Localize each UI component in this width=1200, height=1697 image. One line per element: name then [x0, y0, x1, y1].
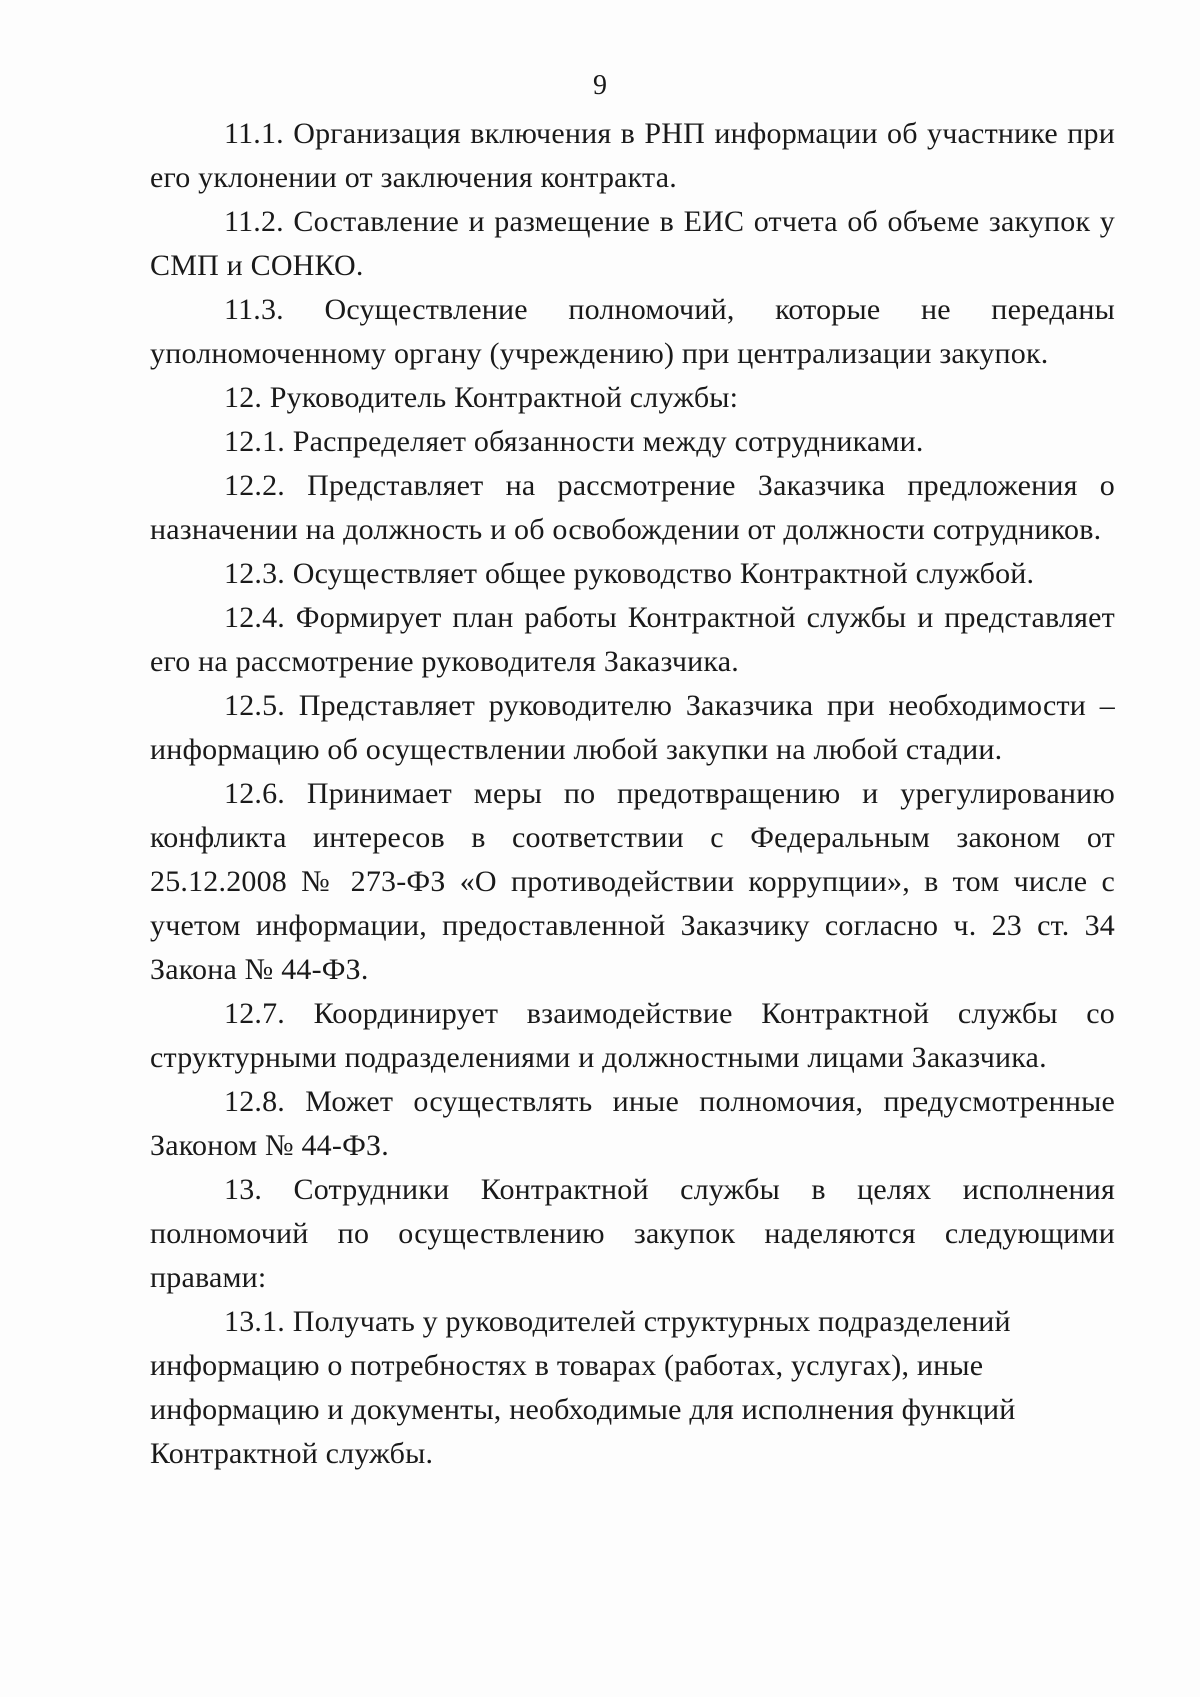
paragraph-12-3: 12.3. Осуществляет общее руководство Контрактной службой.: [224, 557, 1035, 590]
paragraph-12-2: 12.2. Представляет на рассмотрение Заказчика предложения о назначении на должность и об освобождении от должности сотрудников.: [150, 469, 1115, 546]
paragraph-13-1: 13.1. Получать у руководителей структурных подразделений информацию о потребностях в товарах (работах, услугах), иные информацию и документы, необходимые для исполнения функций Контрактной службы.: [150, 1305, 1016, 1470]
paragraph-12-8: 12.8. Может осуществлять иные полномочия, предусмотренные Законом № 44-ФЗ.: [150, 1085, 1115, 1162]
paragraph-11-1: 11.1. Организация включения в РНП информации об участнике при его уклонении от заключения контракта.: [150, 117, 1115, 194]
paragraph-13: 13. Сотрудники Контрактной службы в целях исполнения полномочий по осуществлению закупок наделяются следующими правами:: [150, 1173, 1115, 1294]
page-number: 9: [593, 70, 607, 101]
paragraph-12-5: 12.5. Представляет руководителю Заказчика при необходимости – информацию об осуществлении любой закупки на любой стадии.: [150, 689, 1115, 766]
paragraph-11-3: 11.3. Осуществление полномочий, которые не переданы уполномоченному органу (учреждению) при централизации закупок.: [150, 293, 1115, 370]
paragraph-12-7: 12.7. Координирует взаимодействие Контрактной службы со структурными подразделениями и должностными лицами Заказчика.: [150, 997, 1115, 1074]
paragraph-12-4: 12.4. Формирует план работы Контрактной службы и представляет его на рассмотрение руководителя Заказчика.: [150, 601, 1115, 678]
document-body: [150, 112, 1115, 1476]
paragraph-12-1: 12.1. Распределяет обязанности между сотрудниками.: [224, 425, 924, 458]
paragraph-12: 12. Руководитель Контрактной службы:: [224, 381, 739, 414]
paragraph-12-6: 12.6. Принимает меры по предотвращению и урегулированию конфликта интересов в соответствии с Федеральным законом от 25.12.2008 № 273-ФЗ «О противодействии коррупции», в том числе с учетом информации, предоставленной Заказчику согласно ч. 23 ст. 34 Закона № 44-ФЗ.: [150, 777, 1115, 986]
paragraph-11-2: 11.2. Составление и размещение в ЕИС отчета об объеме закупок у СМП и СОНКО.: [150, 205, 1115, 282]
